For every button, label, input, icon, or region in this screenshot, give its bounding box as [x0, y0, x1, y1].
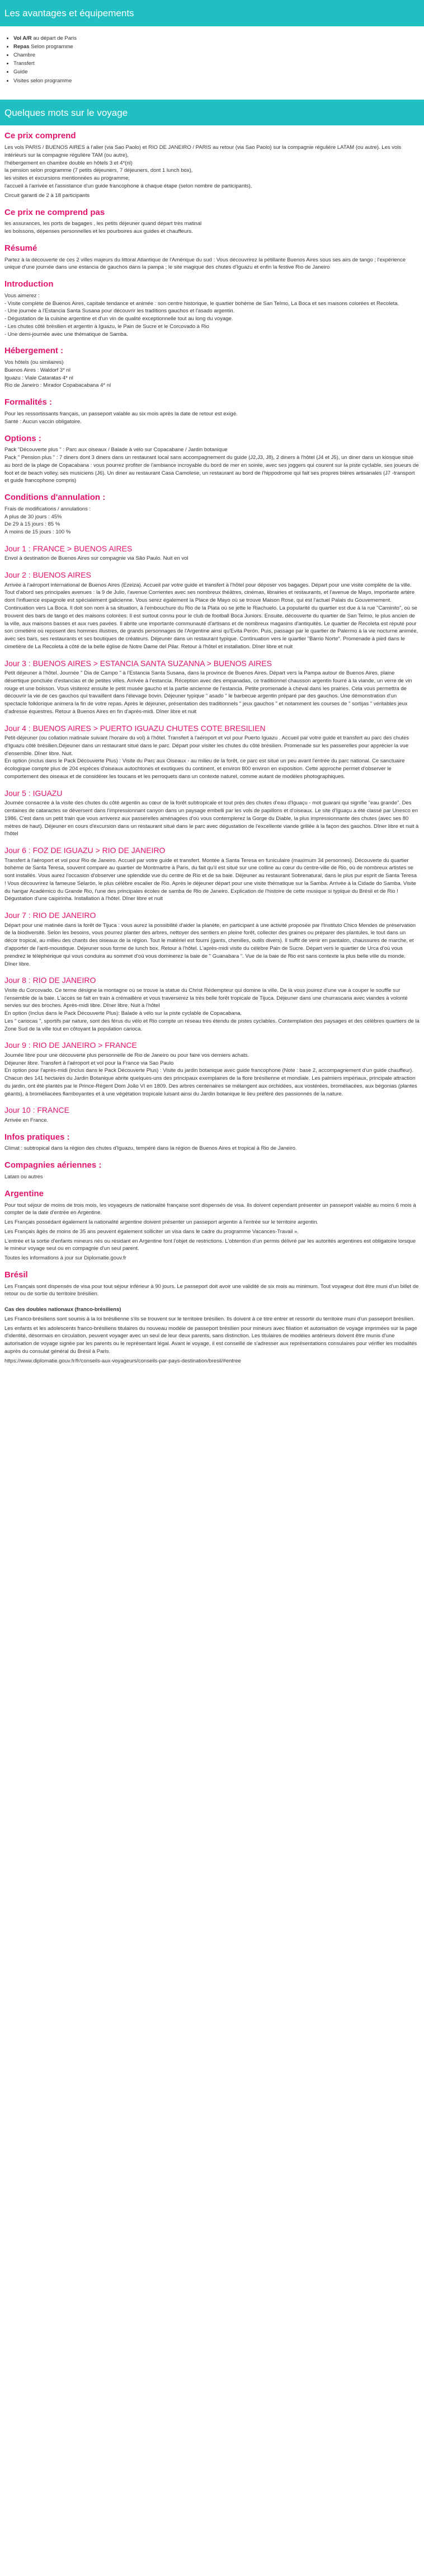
section-paragraph: Les Français possédant également la nationalité argentine doivent présenter un passeport argentin à l'entrée sur le territoire argentin.	[4, 1219, 319, 1226]
advantages-title: Les avantages et équipements	[0, 0, 424, 26]
advantage-item	[13, 43, 424, 51]
day-heading: Jour 1 : FRANCE > BUENOS AIRES	[4, 544, 133, 553]
info-section	[4, 243, 420, 271]
section-paragraph: Latam ou autres	[4, 1173, 43, 1180]
section-paragraph: Les Français sont dispensés de visa pour tout séjour inférieur à 90 jours. Le passeport doit avoir une validité de six mois au minimum. Tout voyageur doit être muni d'un billet de retour ou de sortie du territoire brésilien.	[4, 1283, 419, 1298]
itinerary-day	[4, 1106, 420, 1124]
advantage-item-text: Visites selon programme	[13, 77, 72, 84]
advantage-item	[13, 51, 424, 59]
day-heading: Jour 8 : RIO DE JANEIRO	[4, 976, 96, 985]
day-heading: Jour 10 : FRANCE	[4, 1106, 69, 1115]
advantage-item	[13, 77, 424, 85]
section-paragraph: Vos hôtels (ou similaires) Buenos Aires : Waldorf 3* nl Iguazu : Viale Cataratas 4* nl Rio de Janeiro : Mirador Copabacabana 4* nl	[4, 359, 111, 389]
section-heading: Argentine	[4, 1188, 44, 1198]
section-paragraph: Arrivée à l'aéroport international de Buenos Aires (Ezeiza). Accueil par votre guide et transfert à l'hôtel pour déposer vos bagages. Départ pour une visite complète de la ville. Tout d'abord ses principales avenues : la 9 de Julio, l'avenue Corrientes avec ses nombreux théâtres, cinémas, librairies et restaurants, et l'avenue de Mayo, importante artère dont l'influence espagnole est spécialement galicienne. Vous serez également la Place de Mayo où se trouve Maison Rose, qui est l'actuel Palais du Gouvernement. Continuation vers La Boca. Il doit son nom à sa situation, à l'embouchure du Rio de la Plata où se jette le Riachuelo. La popularité du quartier est due à la rue "Caminito", où se trouvent des bars de tango et des maisons colorées. Il est surtout connu pour le club de football Boca Juniors. Ensuite, découverte du quartier de San Telmo, le plus ancien de la ville, aux maisons basses et aux rues pavées. Il abrite une importante communauté d'artisans et de nombreux magasins d'antiquités. Le quartier de Recoleta est réputé pour son cimetière où reposent des hommes illustres, de grands personnages de l'Argentine ainsi qu'Evita Perón. Puis, passage par le quartier de Palermo à la vie nocturne animée, avec ses bars, ses restaurants et ses boutiques de créateurs. Déjeuner dans un restaurant typique. Continuation vers le quartier "Barrio Norte". Promenade à pied dans le cimetière de La Recoleta à côté de la belle église de Notre Dame del Pilar. Retour à l'hôtel et installation. Dîner libre et nuit	[4, 582, 418, 650]
section-paragraph: Arrivée en France.	[4, 1117, 49, 1123]
advantage-item-text: Guide	[13, 69, 28, 76]
section-paragraph: Les vols PARIS / BUENOS AIRES à l'aller (via Sao Paolo) et RIO DE JANEIRO / PARIS au retour (via Sao Paolo) sur la compagnie régulière LATAM (ou autre). Les vols intérieurs sur la compagnie régulière TAM (ou autre), l'hébergement en chambre double en hôtels 3 et 4*(nl) la pension selon programme (7 petits déjeuners, 7 déjeuners, dont 1 lunch box), les visites et excursions mentionnées au programme, l'accueil à l'arrivée et l'assistance d'un guide francophone à chaque étape (selon nombre de participants),	[4, 144, 402, 189]
advantage-item	[13, 59, 424, 68]
day-heading: Jour 3 : BUENOS AIRES > ESTANCIA SANTA SUZANNA > BUENOS AIRES	[4, 658, 272, 668]
itinerary-day	[4, 544, 420, 563]
section-paragraph: Pour tout séjour de moins de trois mois, les voyageurs de nationalité française sont dispensés de visa. Ils doivent cependant présenter un passeport valable au moins 6 mois à compter de la date d'entrée en Argentine.	[4, 1202, 416, 1216]
voyage-section	[0, 100, 424, 1390]
section-heading: Conditions d'annulation :	[4, 493, 106, 503]
section-subheading: Cas des doubles nationaux (franco-brésiliens)	[4, 1306, 121, 1313]
advantages-section	[0, 0, 424, 85]
source-link[interactable]: https://www.diplomatie.gouv.fr/fr/conseils-aux-voyageurs/conseils-par-pays-destination/bresil/#entree	[4, 1357, 241, 1364]
section-paragraph: Petit-déjeuner (ou collation matinale suivant l'horaire du vol) à l'hôtel. Transfert à l'aéroport et vol pour Puerto Iguazu . Accueil par votre guide et transfert au parc des chutes d'Iguazu côté brésilien.Déjeuner dans un restaurant situé dans le parc. Départ pour visiter les chutes du côté brésilien. Promenade sur les passerelles pour apprécier la vue d'ensemble. Dîner libre. Nuit. En option (inclus dans le Pack Découverte Plus) : Visite du Parc aux Oiseaux - au milieu de la forêt, ce parc est situé un peu avant l'entrée du parc national. Ce sanctuaire écologique compte plus de 204 espèces d'oiseaux autochtones et exotiques du continent, et environ 800 environ en exposition. Cette approche permet d'observer le comportement des oiseaux et de considérer les toucans et les perroquets dans un contexte naturel, comme autant de modèles photographiques.	[4, 735, 409, 780]
advantage-item-text: Transfert	[13, 60, 35, 67]
section-paragraph: Pack "Découverte plus " : Parc aux oiseaux / Balade à vélo sur Copacabane / Jardin botanique Pack " Pension plus " : 7 diners dont 3 diners dans un restaurant local sans accompagnement du guide (J2,J3, J8), 2 diners à l'hôtel (J4 et J5), un diner dans un kiosque situé au bord de la plage de Copacabana : vous pourrez profiter de l'ambiance incroyable du bord de mer en soirée, avec ses joggers qui courent sur la piste cyclable, ses joueurs de foot et de beach volley, ses musiciens (J6). Un diner au restaurant Casa Camolese, un restaurant au bord de l'hippodrome qui fait ses propres bières artisanales (J7 -transport et guide francophone compris)	[4, 447, 419, 484]
section-heading: Introduction	[4, 279, 54, 289]
section-paragraph: Visite du Corcovado. Ce terme désigne la montagne où se trouve la statue du Christ Rédempteur qui domine la ville. De là vous jouirez d'une vue à couper le souffle sur l'ensemble de la baie. L'accès se fait en train à crémaillère et vous traverserez la très belle forêt tropicale de Tijuca. Déjeuner dans une churrascaria avec viandes à volonté servies sur des broches. Après-midi libre. Dîner libre. Nuit à l'hôtel En option (Inclus dans le Pack Découverte Plus): Balade à vélo sur la piste cyclable de Copacabana. Les " cariocas ", sportifs par nature, sont des férus du vélo et Rio compte un réseau très étendu de pistes cyclables. Contemplation des paysages et des célèbres quartiers de la Zone Sud de la ville tout en côtoyant la population carioca.	[4, 987, 420, 1032]
section-paragraph: Frais de modifications / annulations : A plus de 30 jours : 45% De 29 à 15 jours : 85 % A moins de 15 jours : 100 %	[4, 505, 91, 536]
day-heading: Jour 5 : IGUAZU	[4, 788, 63, 798]
voyage-title: Quelques mots sur le voyage	[0, 100, 424, 126]
section-heading: Ce prix comprend	[4, 131, 76, 141]
itinerary-day	[4, 976, 420, 1033]
itinerary-day	[4, 846, 420, 903]
section-paragraph: Journée consacrée à la visite des chutes du côté argentin au cœur de la forêt subtropicale et tout près des chutes d'eau d'Iguaçu - mot guarani qui signifie "eau grande". Des centaines de cataractes se déversent dans l'impressionnant canyon dans un paysage embelli par les vols de papillons et d'oiseaux. Le site d'Iguaçu a été classé par Unesco en 1986. C'est dans un petit train que vous arriverez aux passerelles aménagées d'où vous contemplerez la Gorge du Diable, la plus impressionnante des chutes (avec ses 80 mètres de haut). Déjeuner en cours d'excursion dans un restaurant situé dans le parc avec dégustation de l'excellente viande grillée à la façon des gauchos. Dîner libre et nuit à l'hôtel	[4, 800, 419, 837]
advantage-item-bold: Repas	[13, 43, 30, 50]
advantage-item	[13, 68, 424, 76]
info-section	[4, 1270, 420, 1298]
info-section	[4, 1189, 420, 1262]
section-heading: Infos pratiques :	[4, 1132, 70, 1142]
day-heading: Jour 9 : RIO DE JANEIRO > FRANCE	[4, 1041, 137, 1050]
section-paragraph: Vous aimerez : - Visite complète de Buenos Aires, capitale tendance et animée : son centre historique, le quartier bohème de San Telmo, La Boca et ses maisons colorées et Recoleta. - Une journée à l'Estancia Santa Susana pour découvrir les traditions gauchos et l'asado argentin. - Dégustation de la cuisine argentine et d'un vin de qualité exceptionnelle tout au long du voyage. - Les chutes côté brésilien et argentin à Iguazu, le Pain de Sucre et le Corcovado à Rio - Une demi-journée avec une thématique de Samba.	[4, 292, 399, 338]
section-paragraph: Départ pour une matinée dans la forêt de Tijuca : vous aurez la possibilité d'aider la planète, en participant à une activité proposée par l'Instituto Chico Mendes de préservation de la biodiversité. Selon les besoins, vous pourrez planter des arbres, nettoyer des sentiers en pleine forêt, collecter des graines ou préparer des plantules, le tout dans un décor tropical, au milieu des chants des oiseaux de la région. Tout le matériel est fourni (gants, chenilles, outils divers). Il suffit de venir en pantalon, chaussures de marche, et d'apporter de l'anti-moustique. Déjeuner sous forme de lunch box. Retour à l'hôtel. L'après-midi visite du célèbre Pain de Sucre. Départ vers le quartier de Urca d'où vous prendrez le téléphérique qui vous conduira au sommet d'où vous dominerez la baie de " Guanabara ". Vue de la baie de Rio est sans contexte la plus belle ville du monde. Dîner libre.	[4, 922, 416, 967]
section-heading: Brésil	[4, 1270, 28, 1280]
day-heading: Jour 7 : RIO DE JANEIRO	[4, 911, 96, 920]
section-paragraph: Partez à la découverte de ces 2 villes majeurs du littoral Atlantique de l'Amérique du sud : Vous découvrirez la pétillante Buenos Aires sous ses airs de tango ; l'expérience unique d'une journée dans une estancia de gauchos dans la pampa ; le site magique des chutes d'Iguazu et enfin la festive Rio de Janeiro	[4, 256, 406, 271]
day-heading: Jour 6 : FOZ DE IGUAZU > RIO DE JANEIRO	[4, 846, 166, 855]
section-paragraph: Les enfants et les adolescents franco-brésiliens titulaires du nouveau modèle de passeport brésilien pour mineurs avec filiation et autorisation de voyage imprimées sur la page d'identité, désormais en circulation, peuvent voyager avec un seul de leur deux parents, sans distinction. Les titulaires de modèles antérieurs doivent être munis d'une autorisation de voyage signée par les parents ou le représentant légal. Avant le voyage, il est conseillé de s'adresser aux représentations consulaires pour vérifier les modalités auprès du consulat général du Brésil à Paris.	[4, 1325, 417, 1355]
info-section	[4, 346, 420, 390]
info-section	[4, 1132, 420, 1153]
advantage-item	[13, 34, 424, 43]
section-paragraph: Pour les ressortissants français, un passeport valable au six mois après la date de retour est exigé. Santé : Aucun vaccin obligatoire.	[4, 410, 238, 425]
info-section	[4, 131, 420, 199]
section-paragraph: Les Français âgés de moins de 35 ans peuvent également solliciter un visa dans le cadre du programme Vacances-Travail ».	[4, 1228, 299, 1235]
info-section	[4, 208, 420, 236]
day-heading: Jour 4 : BUENOS AIRES > PUERTO IGUAZU CHUTES COTE BRESILIEN	[4, 723, 266, 733]
info-section	[4, 434, 420, 485]
section-heading: Résumé	[4, 243, 37, 253]
itinerary-day	[4, 789, 420, 838]
section-heading: Compagnies aériennes :	[4, 1160, 102, 1170]
info-subsection	[4, 1306, 420, 1365]
section-heading: Hébergement :	[4, 346, 64, 356]
section-paragraph: L'entrée et la sortie d'enfants mineurs nés ou résidant en Argentine font l'objet de restrictions. L'obtention d'un permis délivré par les autorités argentines est obligatoire lorsque le mineur voyage seul ou en compagnie d'un seul parent.	[4, 1238, 416, 1252]
section-paragraph: les assurances, les ports de bagages , les petits déjeuner quand départ très matinal les boissons, dépenses personnelles et les pourboires aux guides et chauffeurs.	[4, 221, 202, 235]
itinerary-day	[4, 570, 420, 650]
advantage-item-text: Selon programme	[29, 43, 73, 50]
section-paragraph: Journée libre pour une découverte plus personnelle de Rio de Janeiro ou pour faire vos derniers achats. Déjeuner libre. Transfert à l'aéroport et vol pour la France via Sao Paulo En option pour l'après-midi (inclus dans le Pack Découverte Plus) : Visite du jardin botanique avec guide francophone (Note : base 2, accompagnement d'un guide chauffeur). Chacun des 141 hectares du Jardin Botanique abrite quelques-uns des principaux exemplaires de la flore brésilienne et mondiale. Les palmiers impériaux, principale attraction du jardin, ont été plantés par le Prince-Régent Dom João VI en 1809. Des arbres centenaires se mélangent aux orchidées, aux vostérées, broméliacées, aux bégonias (plantes géants), à broméliacées flamboyantes et à une végétation tropicale luisant ainsi du Jardin botanique le lieu préféré des passionnés de la nature.	[4, 1052, 417, 1097]
section-paragraph: Climat : subtropical dans la région des chutes d'Iguazu, tempéré dans la région de Buenos Aires et tropical à Rio de Janeiro.	[4, 1145, 297, 1152]
section-heading: Ce prix ne comprend pas	[4, 207, 105, 217]
info-section	[4, 1160, 420, 1181]
section-paragraph: Circuit garanti de 2 à 18 participants	[4, 192, 90, 199]
info-section	[4, 397, 420, 425]
section-heading: Formalités :	[4, 397, 53, 408]
section-paragraph: Toutes les informations à jour sur Diplomatie.gouv.fr	[4, 1255, 126, 1262]
section-heading: Options :	[4, 433, 41, 443]
itinerary-day	[4, 659, 420, 716]
itinerary-day	[4, 1041, 420, 1098]
section-paragraph: Petit déjeuner à l'hôtel. Journée " Dia de Campo " à l'Estancia Santa Susana, dans la province de Buenos Aires. Départ vers la Pampa autour de Buenos Aires, plaine désertique ponctuée d'estancias et de petites villes. Arrivée à l'estancia. Réception avec des empanadas, ce traditionnel chausson argentin fourré à la viande, un verre de vin rouge et une boisson. Vous visiterez ensuite le petit musée gaucho et la partie ancienne de l'estancia. Petite promenade à cheval dans les prairies. Cela vous permettra de découvrir la vie de ces gauchos qui travaillent dans l'élevage bovin. Déjeuner typique " asado " le barbecue argentin préparé par des gauchos. Une démonstration d'un spectacle folklorique animera la fin de votre repas. Après le déjeuner, présentation des traditionnels " jeux gauchos " et notamment les courses de " sortijas " véritables jeux d'adresse équestres. Retour à Buenos Aires en fin d'après-midi. Dîner libre et nuit	[4, 670, 412, 715]
section-paragraph: Envol à destination de Buenos Aires sur compagnie via São Paulo. Nuit en vol	[4, 555, 189, 562]
day-heading: Jour 2 : BUENOS AIRES	[4, 570, 91, 580]
advantage-item-bold: Vol A/R	[13, 35, 32, 41]
advantage-item-text: au départ de Paris	[31, 35, 77, 41]
info-section	[4, 279, 420, 338]
info-section	[4, 493, 420, 536]
advantages-list	[0, 34, 424, 85]
itinerary-day	[4, 911, 420, 968]
advantage-item-text: Chambre	[13, 52, 36, 59]
itinerary-day	[4, 724, 420, 781]
section-paragraph: Les Franco-brésiliens sont soumis à la loi brésilienne s'ils se trouvent sur le territoire brésilien. Ils doivent à ce titre entrer et ressortir du territoire muni d'un passeport brésilien.	[4, 1315, 415, 1322]
voyage-content	[0, 125, 424, 1389]
section-paragraph: Transfert à l'aéroport et vol pour Rio de Janeiro. Accueil par votre guide et transfert. Montée à Santa Teresa en funiculaire (maximum 34 personnes). Découverte du quartier bohème de Santa Teresa, souvent comparé au quartier de Montmartre à Paris, du fait qu'il est situé sur une colline au cœur du centre-ville de Rio, où de nombreux artistes se sont installés. Vous aurez l'occasion d'observer une splendide vue du centre de Rio et de sa baie. Déjeuner au restaurant Sobrenatural, dans le plus pur esprit de Santa Teresa ! Vous découvrirez la fameuse Selarón, le plus célèbre escalier de Rio. Après le déjeuner départ pour une visite thématique sur la Samba. Arrivée à la Cidade do Samba. Visite du hangar Académico du Grande Rio, l'une des principales écoles de samba de Rio de Janeiro. Explication de l'histoire de cette musique si typique du Brésil et de Rio ! Dégustation d'une caipirinha. Installation à l'hôtel. Dîner libre et nuit	[4, 857, 417, 902]
